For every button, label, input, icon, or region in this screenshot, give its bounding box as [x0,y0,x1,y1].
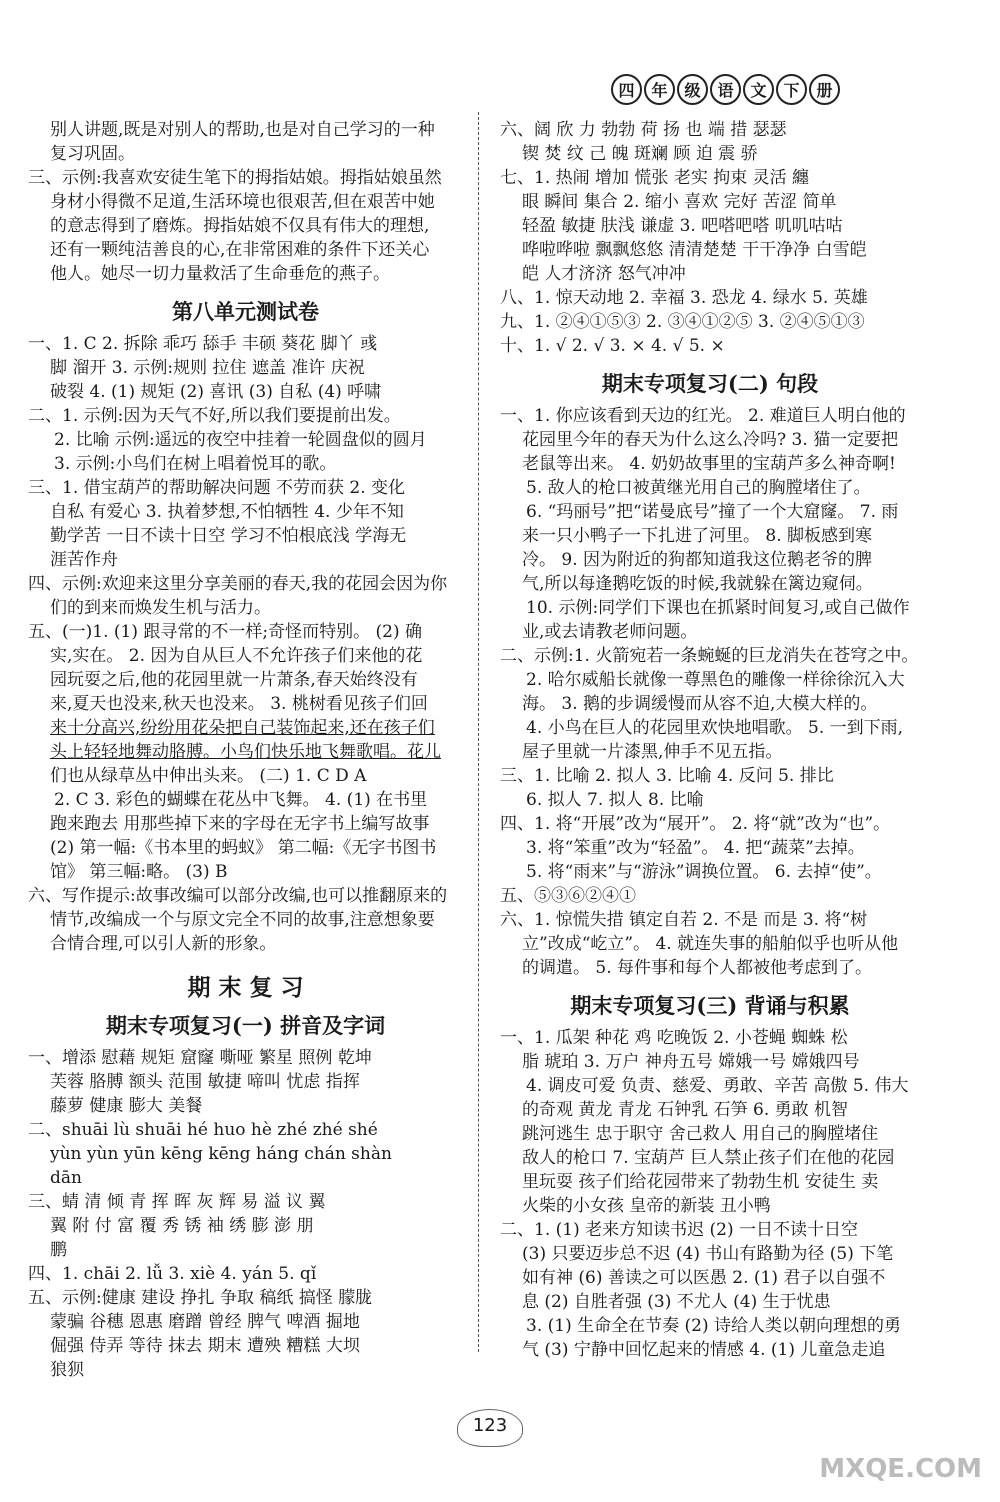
text-line: 锲 焚 纹 己 魄 斑斓 顾 迫 震 骄 [522,144,758,164]
text-line: 3. 示例:小鸟们在树上唱着悦耳的歌。 [54,454,337,474]
text-line: 别人讲题,既是对别人的帮助,也是对自己学习的一种 [50,120,435,140]
text-line: 2. 比喻 示例:遥远的夜空中挂着一轮圆盘似的圆月 [54,430,427,450]
text-line: 一、1. C 2. 拆除 乖巧 舔手 丰硕 葵花 脚丫 彧 [28,334,378,354]
text-line: 气 (3) 宁静中回忆起来的情感 4. (1) 儿童急走追 [522,1340,886,1360]
text-line: 四、示例:欢迎来这里分享美丽的春天,我的花园会因为你 [28,574,448,594]
text-line: 二、示例:1. 火箭宛若一条蜿蜒的巨龙消失在苍穹之中。 [500,646,919,666]
text-line: 倔强 侍弄 等待 抹去 期末 遭殃 糟糕 大坝 [50,1336,360,1356]
text-line: 如有神 (6) 善读之可以医愚 2. (1) 君子以自强不 [522,1268,886,1288]
text-line: 二、1. (1) 老来方知读书迟 (2) 一日不读十日空 [500,1220,858,1240]
text-line: 4. 调皮可爱 负责、慈爱、勇敢、辛苦 高傲 5. 伟大 [526,1076,909,1096]
text-line: 皑 人才济济 怒气冲冲 [522,264,686,284]
section-heading: 期末专项复习(一) 拼音及字词 [105,1013,386,1038]
text-line: 的调遣。 5. 每件事和每个人都被他考虑到了。 [522,958,873,978]
text-line: 轻盈 敏捷 肤浅 谦虚 3. 吧嗒吧嗒 叽叽咕咕 [522,216,843,236]
text-line: 馆》 第三幅:略。 (3) B [50,862,228,882]
section-heading: 期末专项复习(三) 背诵与积累 [570,993,850,1018]
text-line: 蒙骗 谷穗 恩惠 磨蹭 曾经 脾气 啤酒 掘地 [50,1312,360,1332]
text-line: 四、1. 将“开展”改为“展开”。 2. 将“就”改为“也”。 [500,814,891,834]
grade-badge-row [611,74,840,105]
watermark-logo: MXQE.COM [819,1454,982,1484]
text-line: 的奇观 黄龙 青龙 石钟乳 石笋 6. 勇敢 机智 [522,1100,849,1120]
text-line: 实,实在。 2. 因为自从巨人不允许孩子们来他的花 [50,646,423,666]
grade-badge: 文 [743,74,774,105]
text-line: 5. 将“雨来”与“游泳”调换位置。 6. 去掉“使”。 [526,862,882,882]
text-line: 四、1. chāi 2. lǚ 3. xiè 4. yán 5. qǐ [28,1264,317,1284]
text-line: 七、1. 热闹 增加 慌张 老实 拘束 灵活 纏 [500,168,810,188]
text-line: 二、shuāi lù shuāi hé huo hè zhé zhé shé [28,1120,378,1140]
text-line: 合情合理,可以引人新的形象。 [50,934,277,954]
text-line: 3. (1) 生命全在节奏 (2) 诗给人类以朝向理想的勇 [526,1316,901,1336]
text-line: 2. 哈尔威船长就像一尊黑色的雕像一样徐徐沉入大 [526,670,905,690]
grade-badge: 年 [644,74,675,105]
text-line: 五、⑤③⑥②④① [500,886,636,906]
right-column [500,118,920,1362]
text-line: 一、1. 你应该看到天边的红光。 2. 难道巨人明白他的 [500,406,906,426]
text-line: 复习巩固。 [50,144,135,164]
text-line: 勤学苦 一日不读十日空 学习不怕根底浅 学海无 [50,526,407,546]
grade-badge: 四 [611,74,642,105]
text-line: 园玩耍之后,他的花园里就一片萧条,春天始终没有 [50,670,418,690]
text-line: 一、增添 慰藉 规矩 窟窿 嘶哑 繁星 照例 乾坤 [28,1048,372,1068]
text-line: 来,夏天也没来,秋天也没来。 3. 桃树看见孩子们回 [50,694,428,714]
text-line: 5. 敌人的枪口被黄继光用自己的胸膛堵住了。 [526,478,871,498]
text-line: 五、示例:健康 建设 挣扎 争取 稿纸 搞怪 朦胧 [28,1288,373,1308]
text-line: (3) 只要迈步总不迟 (4) 书山有路勤为径 (5) 下笔 [522,1244,894,1264]
text-line: 来一只小鸭子一下扎进了河里。 8. 脚板感到寒 [522,526,873,546]
text-line: 鹏 [50,1240,67,1260]
text-line: 跳河逃生 忠于职守 舍己救人 用自己的胸膛堵住 [522,1124,879,1144]
text-line: 6. “玛丽号”把“诺曼底号”撞了一个大窟窿。 7. 雨 [526,502,899,522]
text-line: 六、写作提示:故事改编可以部分改编,也可以推翻原来的 [28,886,448,906]
text-line: 六、1. 惊慌失措 镇定自若 2. 不是 而是 3. 将“树 [500,910,868,930]
grade-badge: 语 [710,74,741,105]
text-line: 2. C 3. 彩色的蝴蝶在花丛中飞舞。 4. (1) 在书里 [54,790,428,810]
text-line: 三、1. 借宝葫芦的帮助解决问题 不劳而获 2. 变化 [28,478,406,498]
text-line: 业,或去请教老师问题。 [522,622,698,642]
text-line: 6. 拟人 7. 拟人 8. 比喻 [526,790,704,810]
text-line: 狼狈 [50,1360,84,1380]
text-line: 火柴的小女孩 皇帝的新装 丑小鸭 [522,1196,771,1216]
text-line: 哗啦哗啦 飘飘悠悠 清清楚楚 干干净净 白雪皑 [522,240,867,260]
text-line: 海。 3. 鹅的步调缓慢而从容不迫,大模大样的。 [522,694,878,714]
text-line: 情节,改编成一个与原文完全不同的故事,注意想象要 [50,910,435,930]
column-divider [478,112,479,1352]
text-line: 跑来跑去 用那些掉下来的字母在无字书上编写故事 [50,814,430,834]
text-line: 屋子里就一片漆黑,伸手不见五指。 [522,742,783,762]
text-line: 10. 示例:同学们下课也在抓紧时间复习,或自己做作 [526,598,910,618]
text-line: 们也从绿草丛中伸出头来。 (二) 1. C D A [50,766,367,786]
text-line: 眼 瞬间 集合 2. 缩小 喜欢 完好 苦涩 简单 [522,192,837,212]
text-line: 身材小得微不足道,生活环境也很艰苦,但在艰苦中她 [50,192,435,212]
text-line: 敌人的枪口 7. 宝葫芦 巨人禁止孩子们在他的花园 [522,1148,895,1168]
text-line: 涯苦作舟 [50,550,118,570]
grade-badge: 册 [809,74,840,105]
text-line: 们的到来而焕发生机与活力。 [50,598,271,618]
section-heading: 期 末 复 习 [187,974,304,1001]
text-line: 来十分高兴,纷纷用花朵把自己装饰起来,还在孩子们 [50,718,435,738]
text-line: 三、蜻 清 倾 青 挥 晖 灰 辉 易 溢 议 翼 [28,1192,326,1212]
text-line: 八、1. 惊天动地 2. 幸福 3. 恐龙 4. 绿水 5. 英雄 [500,288,868,308]
text-line: 一、1. 瓜架 种花 鸡 吃晚饭 2. 小苍蝇 蜘蛛 松 [500,1028,848,1048]
text-line: 九、1. ②④①⑤③ 2. ③④①②⑤ 3. ②④⑤①③ [500,312,865,332]
text-line: 十、1. √ 2. √ 3. × 4. √ 5. × [500,336,725,356]
text-line: 自私 有爱心 3. 执着梦想,不怕牺牲 4. 少年不知 [50,502,404,522]
grade-badge: 下 [776,74,807,105]
text-line: 息 (2) 自胜者强 (3) 不尤人 (4) 生于忧患 [522,1292,831,1312]
section-heading: 第八单元测试卷 [172,299,319,324]
text-line: 六、阔 欣 力 勃勃 荷 扬 也 端 措 瑟瑟 [500,120,787,140]
text-line: 的意志得到了磨炼。拇指姑娘不仅具有伟大的理想, [50,216,430,236]
text-line: 头上轻轻地舞动胳膊。小鸟们快乐地飞舞歌唱。花儿 [50,742,441,762]
text-line: 藤萝 健康 膨大 美餐 [50,1096,203,1116]
text-line: (2) 第一幅:《书本里的蚂蚁》 第二幅:《无字书图书 [50,838,437,858]
section-heading: 期末专项复习(二) 句段 [601,371,819,396]
text-line: 冷。 9. 因为附近的狗都知道我这位鹅老爷的脾 [522,550,873,570]
text-line: 4. 小鸟在巨人的花园里欢快地唱歌。 5. 一到下雨, [526,718,904,738]
text-line: 里玩耍 孩子们给花园带来了勃勃生机 安徒生 卖 [522,1172,879,1192]
text-line: 还有一颗纯洁善良的心,在非常困难的条件下还关心 [50,240,430,260]
left-column [28,118,463,1382]
text-line: 二、1. 示例:因为天气不好,所以我们要提前出发。 [28,406,401,426]
text-line: 老鼠等出来。 4. 奶奶故事里的宝葫芦多么神奇啊! [522,454,896,474]
page-number: 123 [455,1415,525,1436]
text-line: 翼 附 付 富 覆 秀 锈 袖 绣 膨 澎 朋 [50,1216,314,1236]
text-line: 五、(一)1. (1) 跟寻常的不一样;奇怪而特别。 (2) 确 [28,622,422,642]
text-line: 破裂 4. (1) 规矩 (2) 喜讯 (3) 自私 (4) 呼啸 [50,382,382,402]
text-line: 花园里今年的春天为什么这么冷吗? 3. 猫一定要把 [522,430,899,450]
text-line: yùn yùn yūn kēng kēng háng chán shàn [50,1144,392,1164]
text-line: 脂 琥珀 3. 万户 神舟五号 嫦娥一号 嫦娥四号 [522,1052,860,1072]
grade-badge: 级 [677,74,708,105]
text-line: 气,所以每逢鹅吃饭的时候,我就躲在篱边窥伺。 [522,574,873,594]
text-line: 芙蓉 胳膊 额头 范围 敏捷 啼叫 忧虑 指挥 [50,1072,360,1092]
text-line: 他人。她尽一切力量救活了生命垂危的燕子。 [50,264,390,284]
text-line: 3. 将“笨重”改为“轻盈”。 4. 把“蔬菜”去掉。 [526,838,865,858]
text-line: dān [50,1168,82,1188]
text-line: 立”改成“屹立”。 4. 就连失事的船舶似乎也听从他 [522,934,899,954]
text-line: 脚 溜开 3. 示例:规则 拉住 遮盖 准许 庆祝 [50,358,365,378]
text-line: 三、示例:我喜欢安徒生笔下的拇指姑娘。拇指姑娘虽然 [28,168,442,188]
text-line: 三、1. 比喻 2. 拟人 3. 比喻 4. 反问 5. 排比 [500,766,834,786]
